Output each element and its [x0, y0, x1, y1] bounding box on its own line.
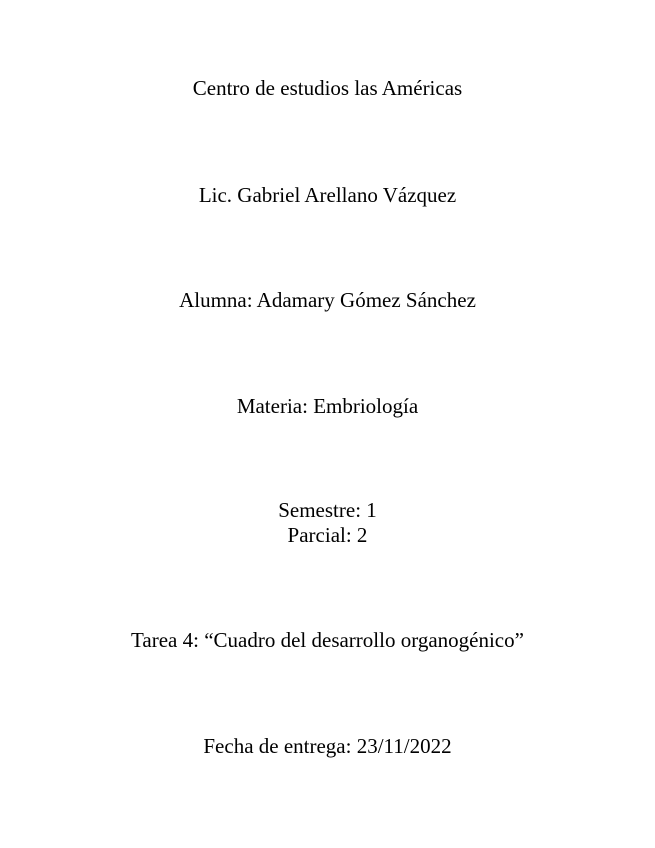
student-name: Alumna: Adamary Gómez Sánchez: [179, 288, 476, 312]
teacher-name: Lic. Gabriel Arellano Vázquez: [198, 183, 457, 207]
partial-label: Parcial: 2: [287, 523, 368, 547]
subject-name: Materia: Embriología: [236, 394, 419, 418]
institution-name: Centro de estudios las Américas: [192, 76, 463, 100]
due-date: Fecha de entrega: 23/11/2022: [203, 734, 452, 758]
semester-label: Semestre: 1: [278, 498, 377, 522]
task-title: Tarea 4: “Cuadro del desarrollo organogénico”: [131, 628, 524, 652]
